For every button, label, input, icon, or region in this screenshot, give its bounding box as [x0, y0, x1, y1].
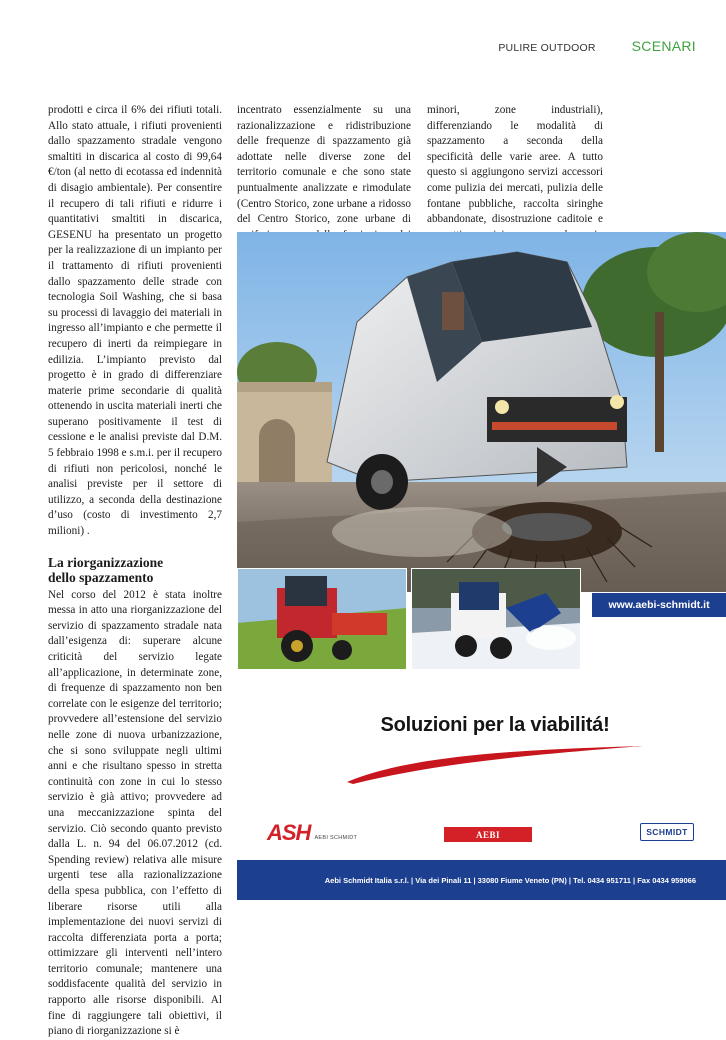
subheading	[48, 555, 222, 585]
ash-logo	[267, 820, 358, 845]
ash-logo-subtitle: AEBI SCHMIDT	[314, 835, 358, 841]
website-link[interactable]: www.aebi-schmidt.it	[592, 593, 726, 617]
paragraph: incentrato essenzialmente su una razionalizzazione e ridistribuzione delle frequenze di spazzamento già adottate nelle diverse zone del territorio comunale e che sono state puntualmente analizzate e rimodulate (Centro Storico, zone urbane a ridosso del Centro Storico, zone urbane di	[237, 104, 411, 226]
red-swoosh-icon	[345, 738, 645, 786]
snow-plow-photo	[411, 568, 581, 670]
section-tag: SCENARI	[631, 38, 696, 54]
aebi-logo: AEBI	[444, 827, 532, 842]
subheading-line: dello spazzamento	[48, 569, 154, 585]
paragraph: prodotti e circa il 6% dei rifiuti totali. Allo stato attuale, i rifiuti provenienti dallo spazzamento stradale vengono smaltiti in discarica al costo di 99,64 €/ton (al netto di ecotassa ed indennità di disagio ambientale). Per consentire il recupero di tali rifiuti e ridurre i quantitativi smaltiti in discarica, GESENU ha presentato un progetto per la realizzazione di un impianto per il trattamento di rifiuti provenienti dallo spazzamento delle strade con tecnologia Soil Washing, che si basa su processi di lavaggio dei materiali in ingresso all’impianto e che permette il recupero di inerti da reimpiegare in edilizia. L’impianto previsto dal progetto è in grado di differenziare materie prime secondarie di qualità ottenendo in uscita materiali inerti che superano positivamente il test di cessione e le analisi previste dal D.M. 5 febbraio 1998 e s.m.i. per il recupero di rifiuti non pericolosi, nonché le analisi previste per il settore di utilizzo, a seconda della destinazione d’uso (costo di investimento 2,7 milioni) .	[48, 104, 222, 538]
section-label: PULIRE OUTDOOR	[498, 42, 596, 54]
ad-contact-footer: Aebi Schmidt Italia s.r.l. | Via dei Pinali 11 | 33080 Fiume Veneto (PN) | Tel. 0434 951711 | Fax 0434 959066	[237, 860, 726, 900]
schmidt-logo: SCHMIDT	[640, 823, 694, 841]
page-header	[498, 38, 696, 60]
subheading-line: La riorganizzazione	[48, 554, 164, 570]
paragraph: minori, zone industriali), differenziando le modalità di spazzamento a seconda della specificità delle varie aree. A tutto questo si aggiungono servizi accessori come pulizia dei mercati, pulizia delle fontane pubbliche, raccolta siringhe abbandonate, disostruzione caditoie e	[427, 104, 603, 226]
article-column-1	[48, 103, 222, 1040]
paragraph: Nel corso del 2012 è stata inoltre messa in atto una riorganizzazione del servizio di spazzamento stradale nata dall’esigenza di: superare alcune criticità del servizio legate all’applicazione, in determinate zone, di frequenze di spazzamento non ben correlate con le esigenze del territorio; provvedere all’estensione del servizio nelle zone di nuova urbanizzazione, che si sono sviluppate negli ultimi anni e che risultano spesso in stretta continuità con zone in cui lo stesso servizio è già attivo; provvedere ad una meccanizzazione spinta del servizio. Ciò secondo quanto previsto dalla L. n. 94 del 06.07.2012 (cd. Spending review) relativa alle misure urgenti tese alla razionalizzazione della spesa pubblica, con l’effetto di liberare risorse utili alla implementazione dei nuovi servizi di raccolta differenziata porta a porta; ottimizzare gli interventi nell’intero territorio comunale; mantenere una soddisfacente qualità del servizio in rapporto alle risorse disponibili. Al fine di raggiungere tali obiettivi, il piano di riorganizzazione si è	[48, 588, 222, 1038]
street-sweeper-photo	[237, 232, 726, 592]
advertisement[interactable]	[237, 232, 726, 900]
red-tractor-mower-photo	[237, 568, 407, 670]
ash-logo-mark: ASH	[267, 820, 311, 845]
ad-slogan: Soluzioni per la viabilitá!	[380, 714, 610, 736]
